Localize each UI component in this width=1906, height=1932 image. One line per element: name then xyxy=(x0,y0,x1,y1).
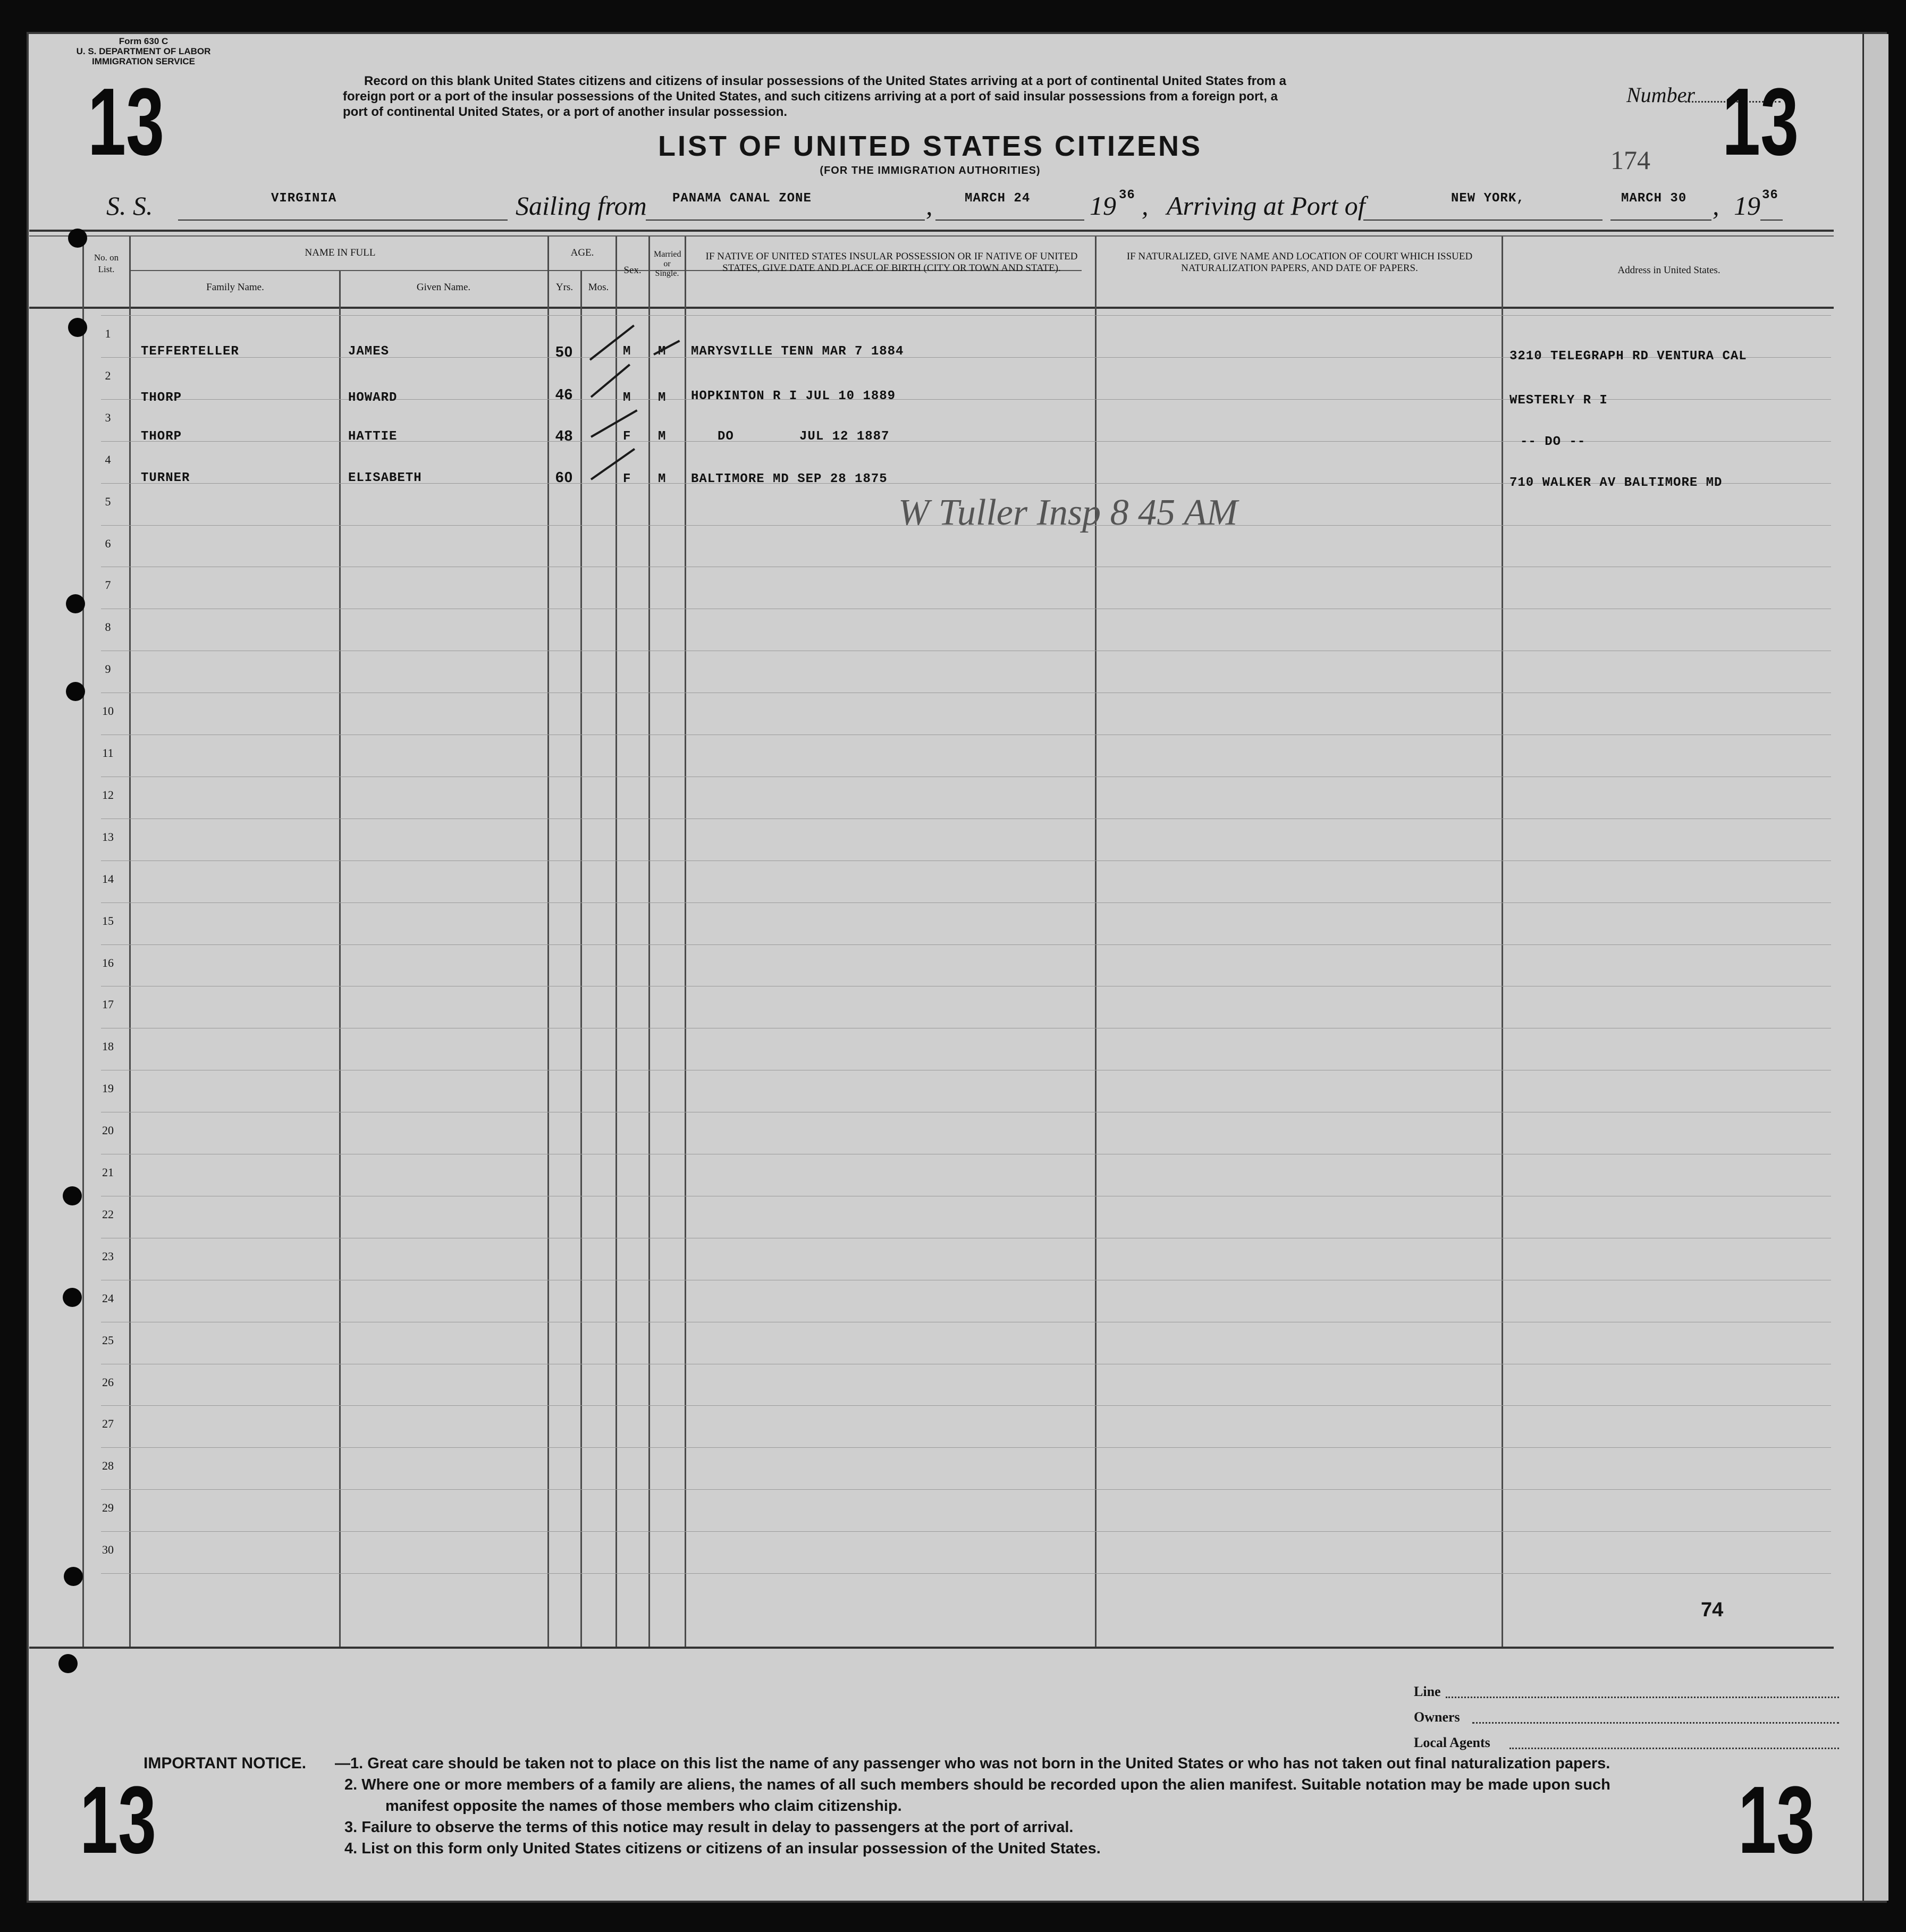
ss-label: S. S. xyxy=(106,191,153,221)
row-number: 20 xyxy=(102,1124,114,1137)
row-number: 1 xyxy=(105,327,111,340)
preamble-line-1: Record on this blank United States citizens and citizens of insular possessions of the United States arriving at a port of continental United States from a xyxy=(364,74,1286,88)
row-number: 11 xyxy=(102,746,114,760)
row-number: 24 xyxy=(102,1291,114,1305)
punch-hole xyxy=(63,1288,82,1307)
row-1-given: JAMES xyxy=(348,344,390,359)
col-divider-yrs xyxy=(580,271,582,1647)
header-birth: IF NATIVE OF UNITED STATES INSULAR POSSESSION OR IF NATIVE OF UNITED STATES, GIVE DATE AND PLACE OF BIRTH (CITY OR TOWN AND STATE). xyxy=(705,251,1078,274)
list-number-top-right: 13 xyxy=(1722,69,1799,175)
punch-hole xyxy=(64,1567,83,1586)
row-2-yrs: 46 xyxy=(555,386,574,402)
row-3-ms: M xyxy=(658,429,667,444)
row-4-sex: F xyxy=(623,472,631,486)
row-line xyxy=(101,315,1831,316)
handwritten-inspector-note: W Tuller Insp 8 45 AM xyxy=(898,492,1238,533)
punch-hole xyxy=(66,594,85,613)
row-number: 10 xyxy=(102,704,114,718)
arrive-year: 36 xyxy=(1762,188,1778,203)
row-number: 4 xyxy=(105,452,111,466)
line-label: Line xyxy=(1414,1684,1441,1699)
col-divider-birth xyxy=(1095,237,1097,1647)
row-4-ms: M xyxy=(658,472,667,486)
punch-hole xyxy=(68,318,87,337)
number-label: Number xyxy=(1626,83,1695,107)
row-number: 26 xyxy=(102,1375,114,1389)
notice-heading: IMPORTANT NOTICE. xyxy=(144,1754,307,1772)
local-agents-field xyxy=(1509,1748,1839,1749)
row-4-birth: BALTIMORE MD SEP 28 1875 xyxy=(691,472,888,486)
owners-label: Owners xyxy=(1414,1709,1460,1725)
form-number: Form 630 C xyxy=(119,36,168,46)
row-number: 16 xyxy=(102,956,114,969)
row-1-birth: MARYSVILLE TENN MAR 7 1884 xyxy=(691,344,904,359)
row-number: 18 xyxy=(102,1040,114,1053)
row-1-sex: M xyxy=(623,344,631,359)
ship-underline xyxy=(178,220,508,221)
header-address: Address in United States. xyxy=(1617,265,1721,276)
row-number: 21 xyxy=(102,1166,114,1179)
header-mos: Mos. xyxy=(588,282,609,293)
header-sex: Sex. xyxy=(623,265,642,276)
comma-1: , xyxy=(926,191,933,221)
row-number: 12 xyxy=(102,788,114,802)
depart-date-underline xyxy=(935,220,1084,221)
col-divider-mos xyxy=(615,237,617,1647)
row-number: 14 xyxy=(102,872,114,885)
col-divider-ms xyxy=(685,237,686,1647)
row-line xyxy=(101,1447,1831,1448)
row-number: 23 xyxy=(102,1249,114,1263)
notice-item-4: 4. List on this form only United States citizens or citizens of an insular possession of the United States. xyxy=(344,1840,1101,1857)
year-prefix-2: 19 xyxy=(1734,191,1760,221)
row-line xyxy=(101,902,1831,903)
line-field xyxy=(1446,1697,1839,1698)
row-2-address: WESTERLY R I xyxy=(1509,393,1608,408)
row-4-given: ELISABETH xyxy=(348,471,422,485)
header-name-in-full: NAME IN FULL xyxy=(305,247,376,258)
row-3-given: HATTIE xyxy=(348,429,398,444)
right-margin-band xyxy=(1862,34,1888,1901)
row-2-ms: M xyxy=(658,391,667,405)
manifest-sheet xyxy=(27,32,1887,1903)
row-number: 19 xyxy=(102,1082,114,1095)
row-3-birth: DO JUL 12 1887 xyxy=(718,429,890,444)
row-number: 5 xyxy=(105,494,111,508)
port-from: PANAMA CANAL ZONE xyxy=(672,191,812,206)
row-3-address: -- DO -- xyxy=(1520,435,1586,449)
row-number: 2 xyxy=(105,368,111,382)
row-number: 25 xyxy=(102,1333,114,1347)
row-line xyxy=(101,1405,1831,1406)
row-number: 13 xyxy=(102,830,114,843)
list-number-bottom-right: 13 xyxy=(1738,1767,1815,1874)
row-line xyxy=(101,1531,1831,1532)
row-number: 8 xyxy=(105,620,111,634)
header-bottom-rule xyxy=(29,307,1834,309)
table-top-rule-2 xyxy=(29,235,1834,237)
col-divider-given xyxy=(547,237,549,1647)
header-family-name: Family Name. xyxy=(206,282,264,293)
row-number: 22 xyxy=(102,1207,114,1221)
port-arrival-underline xyxy=(1363,220,1603,221)
punch-hole xyxy=(58,1654,78,1673)
row-1-yrs: 50 xyxy=(555,343,574,360)
row-number: 3 xyxy=(105,410,111,424)
owners-field xyxy=(1472,1722,1839,1724)
row-number: 9 xyxy=(105,662,111,676)
row-number: 30 xyxy=(102,1543,114,1557)
row-number: 27 xyxy=(102,1417,114,1431)
comma-3: , xyxy=(1713,191,1719,221)
arriving-label: Arriving at Port of xyxy=(1167,191,1365,221)
header-age: AGE. xyxy=(570,247,594,258)
page-title: LIST OF UNITED STATES CITIZENS xyxy=(658,130,1202,162)
notice-item-1: —1. Great care should be taken not to place on this list the name of any passenger who was not born in the United States or who has not taken out final naturalization papers. xyxy=(335,1755,1610,1772)
col-divider-naturalized xyxy=(1502,237,1503,1647)
header-yrs: Yrs. xyxy=(555,282,574,293)
notice-item-3: 3. Failure to observe the terms of this notice may result in delay to passengers at the port of arrival. xyxy=(344,1819,1074,1836)
comma-2: , xyxy=(1142,191,1149,221)
year-prefix-1: 19 xyxy=(1090,191,1116,221)
service-name: IMMIGRATION SERVICE xyxy=(92,56,195,66)
handwritten-number: 174 xyxy=(1610,145,1650,175)
port-from-underline xyxy=(646,220,925,221)
list-number-bottom-left: 13 xyxy=(80,1767,157,1874)
row-number: 15 xyxy=(102,914,114,927)
row-line xyxy=(101,1573,1831,1574)
depart-year: 36 xyxy=(1119,188,1135,203)
page-subtitle: (FOR THE IMMIGRATION AUTHORITIES) xyxy=(820,165,1041,176)
arrive-year-underline xyxy=(1760,220,1783,221)
row-number: 28 xyxy=(102,1459,114,1473)
left-margin-divider xyxy=(82,237,84,1647)
depart-month-day: MARCH 24 xyxy=(965,191,1031,206)
punch-hole xyxy=(68,229,87,248)
header-no-on-list: No. on List. xyxy=(94,252,119,274)
col-divider-sex xyxy=(648,237,650,1647)
row-4-address: 710 WALKER AV BALTIMORE MD xyxy=(1509,476,1723,490)
sailing-from-label: Sailing from xyxy=(516,191,647,221)
row-2-birth: HOPKINTON R I JUL 10 1889 xyxy=(691,389,896,403)
arrive-date-underline xyxy=(1610,220,1711,221)
form-identifier xyxy=(53,36,234,66)
notice-item-2-cont: manifest opposite the names of those members who claim citizenship. xyxy=(385,1798,902,1815)
preamble xyxy=(343,73,1544,120)
row-line xyxy=(101,944,1831,945)
punch-hole xyxy=(63,1186,82,1205)
header-married-single: Married or Single. xyxy=(654,250,681,278)
port-arrival: NEW YORK, xyxy=(1451,191,1525,206)
row-number: 17 xyxy=(102,998,114,1011)
table-bottom-rule xyxy=(29,1647,1834,1649)
notice-item-2: 2. Where one or more members of a family are aliens, the names of all such members should be recorded upon the alien manifest. Suitable notation may be made upon such xyxy=(344,1776,1610,1793)
punch-hole xyxy=(66,682,85,701)
row-3-yrs: 48 xyxy=(555,427,574,444)
row-1-address: 3210 TELEGRAPH RD VENTURA CAL xyxy=(1509,349,1747,364)
department-name: U. S. DEPARTMENT OF LABOR xyxy=(76,46,211,56)
local-agents-label: Local Agents xyxy=(1414,1735,1490,1750)
row-4-yrs: 60 xyxy=(555,469,574,485)
row-3-sex: F xyxy=(623,429,631,444)
col-divider-family xyxy=(339,271,341,1647)
row-1-family: TEFFERTELLER xyxy=(141,344,239,359)
list-number-top-left: 13 xyxy=(88,69,165,175)
preamble-line-2: foreign port or a port of the insular possessions of the United States, and such citizens arriving at a port of said insular possessions from a foreign port, a xyxy=(343,89,1278,104)
row-1-ms: M xyxy=(658,344,667,359)
row-2-given: HOWARD xyxy=(348,391,398,405)
preamble-line-3: port of continental United States, or a port of another insular possession. xyxy=(343,105,788,119)
col-divider-no xyxy=(129,237,131,1647)
ship-name: VIRGINIA xyxy=(271,191,337,206)
arrive-month-day: MARCH 30 xyxy=(1621,191,1687,206)
row-2-sex: M xyxy=(623,391,631,405)
table-top-rule xyxy=(29,230,1834,232)
row-line xyxy=(101,1489,1831,1490)
row-number: 6 xyxy=(105,536,111,550)
row-3-family: THORP xyxy=(141,429,182,444)
header-naturalized: IF NATURALIZED, GIVE NAME AND LOCATION OF COURT WHICH ISSUED NATURALIZATION PAPERS, AND DATE OF PAPERS. xyxy=(1126,251,1473,274)
row-2-family: THORP xyxy=(141,391,182,405)
header-given-name: Given Name. xyxy=(416,282,471,293)
row-number: 29 xyxy=(102,1501,114,1515)
row-number: 7 xyxy=(105,578,111,592)
row-line xyxy=(101,860,1831,861)
page-count: 74 xyxy=(1701,1599,1724,1621)
row-4-family: TURNER xyxy=(141,471,190,485)
